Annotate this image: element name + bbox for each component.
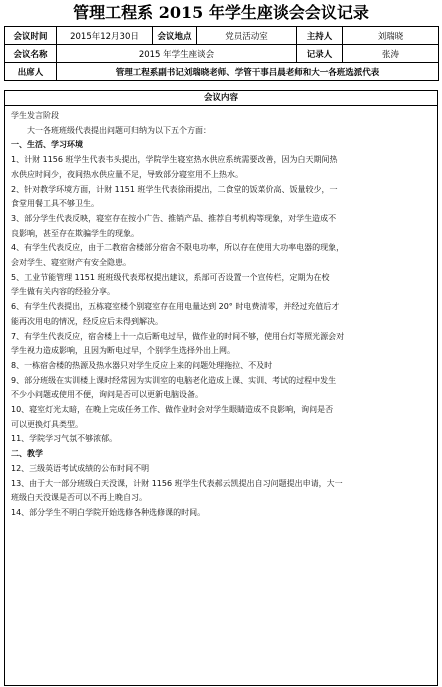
content-line: 3、部分学生代表反映，寝室存在按小广告、推销产品、推荐自考机构等现象，对学生造成不 bbox=[11, 213, 337, 223]
content-text bbox=[5, 106, 437, 521]
recorder-label: 记录人 bbox=[297, 45, 343, 63]
content-line: 10、寝室灯光太暗，在晚上完成任务工作、做作业时会对学生眼睛造成不良影响，询问是否 bbox=[11, 405, 334, 415]
content-line: 9、部分班级在实训楼上课时经常因为实训室的电脑老化造成上课、实训、考试的过程中发生 bbox=[11, 375, 337, 385]
meeting-content-box bbox=[4, 90, 438, 686]
content-line: 5、工业节能管理 1151 班班级代表郑权提出建议，系部可否设置一个宣传栏，定期为在校 bbox=[11, 272, 330, 282]
content-line: 2、针对教学环境方面，计财 1151 班学生代表徐雨提出，二食堂的饭菜价高、饭量较少，一 bbox=[11, 184, 338, 194]
content-line: 14、部分学生不明白学院开始选修各种选修课的时间。 bbox=[11, 507, 206, 517]
content-line: 班级白天没课是否可以不再上晚自习。 bbox=[11, 493, 147, 503]
place-value: 党员活动室 bbox=[197, 27, 297, 45]
meeting-info-row-2 bbox=[5, 45, 439, 63]
attendees-value: 管理工程系副书记刘瑞晓老师、学管干事吕晨老师和大一各班选派代表 bbox=[57, 63, 439, 81]
section-heading: 二、教学 bbox=[11, 449, 43, 459]
content-line: 良影响，甚至存在欺骗学生的现象。 bbox=[11, 228, 139, 238]
name-value: 2015 年学生座谈会 bbox=[57, 45, 297, 63]
section-heading: 一、生活、学习环境 bbox=[11, 140, 83, 150]
meeting-info-row-3 bbox=[5, 63, 439, 81]
content-line: 1、计财 1156 班学生代表韦头提出，学院学生寝室热水供应系统需要改善，因为白天期间热 bbox=[11, 155, 338, 165]
content-line: 大一各班班级代表提出问题可归纳为以下五个方面： bbox=[27, 125, 211, 135]
name-label: 会议名称 bbox=[5, 45, 57, 63]
content-line: 4、有学生代表反应，由于二教宿舍楼部分宿舍不限电功率，所以存在使用大功率电器的现象， bbox=[11, 243, 345, 253]
time-value: 2015年12月30日 bbox=[57, 27, 153, 45]
meeting-info-row-1 bbox=[5, 27, 439, 45]
host-value: 刘瑞晓 bbox=[343, 27, 439, 45]
content-line: 会对学生、寝室财产有安全隐患。 bbox=[11, 258, 131, 268]
content-line: 7、有学生代表反应，宿舍楼上十一点后断电过早，做作业的时间不够，使用台灯等照光源会对 bbox=[11, 331, 345, 341]
content-line: 学生视力造成影响，且因为断电过早，个别学生选择外出上网。 bbox=[11, 346, 235, 356]
content-line: 学生发言阶段 bbox=[11, 111, 59, 120]
content-line: 不少小问题或使用不便，询问是否可以更新电脑设备。 bbox=[11, 390, 203, 400]
content-line: 12、三级英语考试成绩的公布时间不明 bbox=[11, 463, 150, 473]
content-line: 水供应时间少，夜间热水供应量不足，导致部分寝室用不上热水。 bbox=[11, 169, 243, 179]
recorder-value: 张涛 bbox=[343, 45, 439, 63]
meeting-info-table bbox=[4, 26, 439, 81]
content-line: 13、由于大一部分班级白天没课，计财 1156 班学生代表郝云凯提出自习问题提出申请，大一 bbox=[11, 478, 343, 488]
content-line: 8、一栋宿舍楼的热源及热水器只对学生反应上来的问题处理拖拉、不及时 bbox=[11, 360, 273, 370]
content-line: 6、有学生代表提出，五栋寝室楼个别寝室存在用电量达到 20° 时电费清零，并经过充值后才 bbox=[11, 302, 340, 312]
page-title: 管理工程系 2015 年学生座谈会会议记录 bbox=[73, 3, 369, 22]
content-header: 会议内容 bbox=[5, 91, 437, 106]
attendees-label: 出席人 bbox=[5, 63, 57, 81]
content-line: 11、学院学习气氛不够浓郁。 bbox=[11, 434, 118, 444]
content-line: 可以更换灯具类型。 bbox=[11, 419, 83, 429]
time-label: 会议时间 bbox=[5, 27, 57, 45]
host-label: 主持人 bbox=[297, 27, 343, 45]
content-line: 学生做有关内容的经验分享。 bbox=[11, 287, 115, 297]
content-line: 食堂用餐工具不够卫生。 bbox=[11, 199, 99, 209]
content-line: 能再次用电的情况，经反应后未得到解决。 bbox=[11, 316, 163, 326]
place-label: 会议地点 bbox=[153, 27, 197, 45]
